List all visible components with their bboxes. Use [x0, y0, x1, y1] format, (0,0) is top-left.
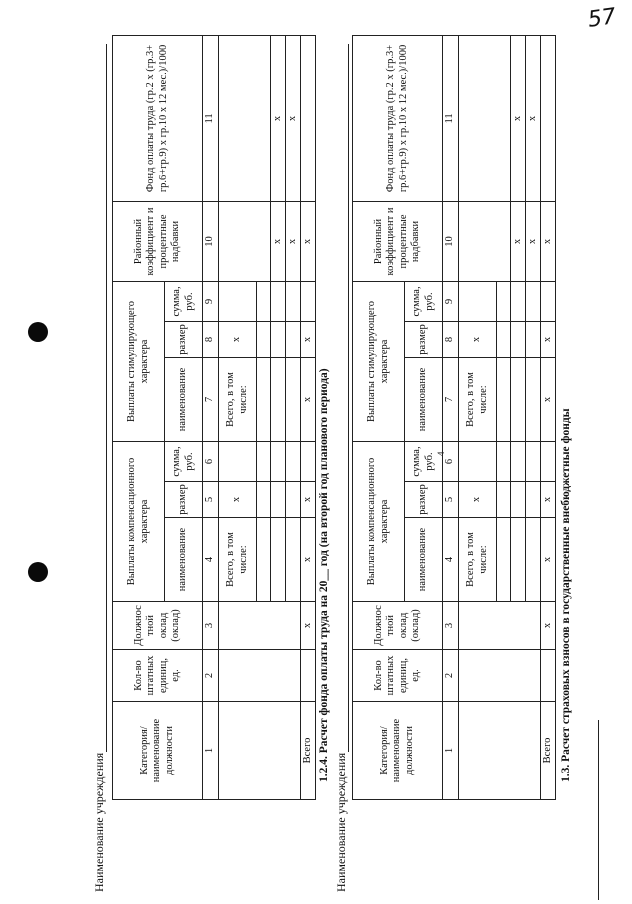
institution-label-1: Наименование учреждения — [92, 752, 106, 892]
header-comp-size: размер — [165, 482, 203, 518]
total-row-label: Всего — [301, 702, 316, 800]
header-payroll-fund: Фонд оплаты труда (гр.2 х (гр.3+ гр.6+гр.9) х гр.10 х 12 мес.)/1000 — [113, 35, 203, 201]
header-compensation-group: Выплаты компенсационного характера — [113, 441, 165, 601]
cell-x: x — [301, 602, 316, 650]
section-title-124: 1.2.4. Расчет фонда оплаты труда на 20__ год (на второй год планового периода) — [318, 368, 330, 782]
cell-x: x — [511, 201, 526, 281]
page-number: 57 — [586, 4, 618, 33]
cell-empty — [219, 35, 271, 201]
header-staff-count: Кол-во штатных единиц, ед. — [353, 650, 443, 702]
col-number: 3 — [443, 602, 459, 650]
cell-empty — [219, 702, 301, 800]
col-number: 5 — [443, 482, 459, 518]
cell-empty — [459, 35, 511, 201]
cell-x: x — [286, 35, 301, 201]
header-stim-sum: сумма, руб. — [405, 281, 443, 321]
cell-x: x — [541, 482, 556, 518]
header-stimulating-group: Выплаты стимулирующего характера — [113, 281, 165, 441]
cell-empty — [459, 201, 511, 281]
col-number: 6 — [443, 441, 459, 481]
cell-total-incl: Всего, в том числе: — [459, 518, 497, 602]
col-number: 1 — [443, 702, 459, 800]
header-stim-name: наименование — [405, 357, 443, 441]
col-number: 9 — [203, 281, 219, 321]
cell-x: x — [301, 201, 316, 281]
cell-empty — [219, 281, 257, 321]
header-stim-size: размер — [405, 321, 443, 357]
col-number: 11 — [203, 35, 219, 201]
header-comp-sum: сумма, руб. — [405, 441, 443, 481]
col-number: 8 — [443, 321, 459, 357]
cell-empty — [459, 281, 497, 321]
col-number: 7 — [203, 357, 219, 441]
header-salary: Должнос тной оклад (оклад) — [113, 602, 203, 650]
cell-x: x — [459, 321, 497, 357]
cell-x: x — [286, 201, 301, 281]
col-number: 10 — [203, 201, 219, 281]
cell-x: x — [271, 201, 286, 281]
cell-x: x — [541, 357, 556, 441]
institution-line-2 — [348, 44, 349, 752]
header-staff-count: Кол-во штатных единиц, ед. — [113, 650, 203, 702]
header-stimulating-group: Выплаты стимулирующего характера — [353, 281, 405, 441]
header-category: Категория/ наименование должности — [353, 702, 443, 800]
header-compensation-group: Выплаты компенсационного характера — [353, 441, 405, 601]
cell-empty — [459, 702, 541, 800]
cell-x: x — [526, 35, 541, 201]
cell-empty — [219, 441, 257, 481]
payroll-table-1 — [112, 35, 316, 800]
cell-x: x — [459, 482, 497, 518]
cell-empty — [459, 441, 497, 481]
header-stim-size: размер — [165, 321, 203, 357]
cell-x: x — [301, 518, 316, 602]
cell-empty — [459, 650, 541, 702]
cell-x: x — [219, 482, 257, 518]
cell-x: x — [301, 482, 316, 518]
header-regional-coefficient: Районный коэффициент и процентные надбавки — [113, 201, 203, 281]
col-number: 3 — [203, 602, 219, 650]
cell-total-incl: Всего, в том числе: — [219, 357, 257, 441]
cell-x: x — [511, 35, 526, 201]
cell-x: x — [271, 35, 286, 201]
col-number: 1 — [203, 702, 219, 800]
col-number: 10 — [443, 201, 459, 281]
header-comp-sum: сумма, руб. — [165, 441, 203, 481]
header-comp-name: наименование — [165, 518, 203, 602]
header-stim-name: наименование — [165, 357, 203, 441]
col-number: 6 — [203, 441, 219, 481]
center-page-number: 4 — [436, 451, 446, 456]
cell-x: x — [541, 518, 556, 602]
section-title-13: 1.3. Расчет страховых взносов в государственные внебюджетные фонды — [560, 408, 572, 782]
header-payroll-fund: Фонд оплаты труда (гр.2 х (гр.3+ гр.6+гр.9) х гр.10 х 12 мес.)/1000 — [353, 35, 443, 201]
header-comp-name: наименование — [405, 518, 443, 602]
col-number: 9 — [443, 281, 459, 321]
col-number: 4 — [203, 518, 219, 602]
cell-total-incl: Всего, в том числе: — [219, 518, 257, 602]
total-row-label: Всего — [541, 702, 556, 800]
institution-line-1 — [106, 44, 107, 752]
cell-empty — [219, 602, 301, 650]
header-comp-size: размер — [405, 482, 443, 518]
cell-total-incl: Всего, в том числе: — [459, 357, 497, 441]
cell-x: x — [301, 321, 316, 357]
bottom-page-line — [598, 720, 599, 900]
col-number: 2 — [443, 650, 459, 702]
col-number: 5 — [203, 482, 219, 518]
institution-label-2: Наименование учреждения — [334, 752, 348, 892]
cell-x: x — [526, 201, 541, 281]
cell-x: x — [541, 602, 556, 650]
cell-empty — [219, 201, 271, 281]
col-number: 2 — [203, 650, 219, 702]
cell-x: x — [219, 321, 257, 357]
cell-x: x — [541, 321, 556, 357]
col-number: 4 — [443, 518, 459, 602]
header-stim-sum: сумма, руб. — [165, 281, 203, 321]
col-number: 8 — [203, 321, 219, 357]
cell-empty — [459, 602, 541, 650]
col-number: 11 — [443, 35, 459, 201]
cell-x: x — [541, 201, 556, 281]
header-category: Категория/ наименование должности — [113, 702, 203, 800]
col-number: 7 — [443, 357, 459, 441]
header-regional-coefficient: Районный коэффициент и процентные надбавки — [353, 201, 443, 281]
payroll-table-2 — [352, 35, 556, 800]
header-salary: Должнос тной оклад (оклад) — [353, 602, 443, 650]
cell-empty — [219, 650, 301, 702]
cell-x: x — [301, 357, 316, 441]
